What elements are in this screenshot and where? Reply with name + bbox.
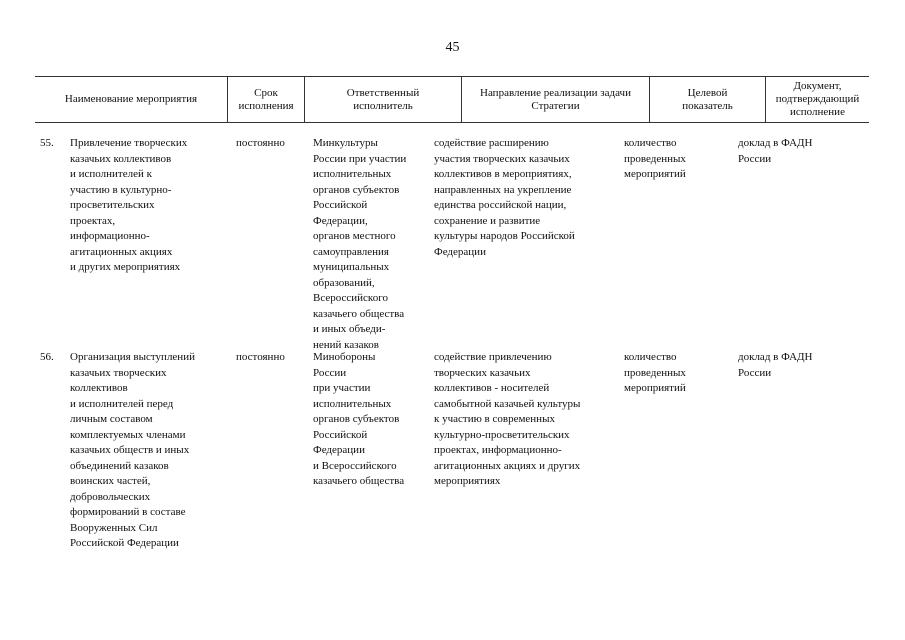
direction: содействие расширению участия творческих казачьих коллективов в мероприятиях, направленных на укрепление единства российской нации, сохранение и развитие культуры народов Российской Федерации bbox=[434, 137, 575, 258]
row-number: 55. bbox=[40, 137, 54, 149]
responsible: Минобороны России при участии исполнительных органов субъектов Российской Федерации и Всероссийского казачьего общества bbox=[313, 351, 405, 487]
table-header bbox=[35, 76, 869, 123]
event-name: Организация выступлений казачьих творческих коллективов и исполнителей перед личным составом комплектуемых членами казачьих обществ и иных объединений казаков воинских частей, добровольческих формирований в составе Вооруженных Сил Российской Федерации bbox=[70, 351, 195, 549]
page-number: 45 bbox=[445, 40, 460, 55]
column-header-direction: Направление реализации задачи Стратегии bbox=[462, 77, 650, 122]
row-number: 56. bbox=[40, 351, 54, 363]
column-header-responsible: Ответственный исполнитель bbox=[305, 77, 462, 122]
term: постоянно bbox=[236, 137, 285, 149]
confirming-document: доклад в ФАДН России bbox=[738, 351, 813, 379]
event-name: Привлечение творческих казачьих коллективов и исполнителей к участию в культурно- просветительских проектах, информационно- агитационных акциях и других мероприятиях bbox=[70, 137, 188, 273]
confirming-document: доклад в ФАДН России bbox=[738, 137, 813, 165]
column-header-document: Документ, подтверждающий исполнение bbox=[775, 80, 860, 118]
responsible: Минкультуры России при участии исполнительных органов субъектов Российской Федерации, органов местного самоуправления муниципальных образований, Всероссийского казачьего общества и иных объеди- нений казаков bbox=[313, 137, 407, 351]
target-indicator: количество проведенных мероприятий bbox=[624, 137, 686, 180]
term: постоянно bbox=[236, 351, 285, 363]
target-indicator: количество проведенных мероприятий bbox=[624, 351, 686, 394]
direction: содействие привлечению творческих казачьих коллективов - носителей самобытной казачьей культуры к участию в современных культурно-просветительских проектах, информационно- агитационных акциях и других мероприятиях bbox=[434, 351, 581, 487]
column-header-term: Срок исполнения bbox=[228, 77, 305, 122]
column-header-indicator: Целевой показатель bbox=[650, 77, 766, 122]
column-header-name: Наименование мероприятия bbox=[35, 77, 228, 122]
